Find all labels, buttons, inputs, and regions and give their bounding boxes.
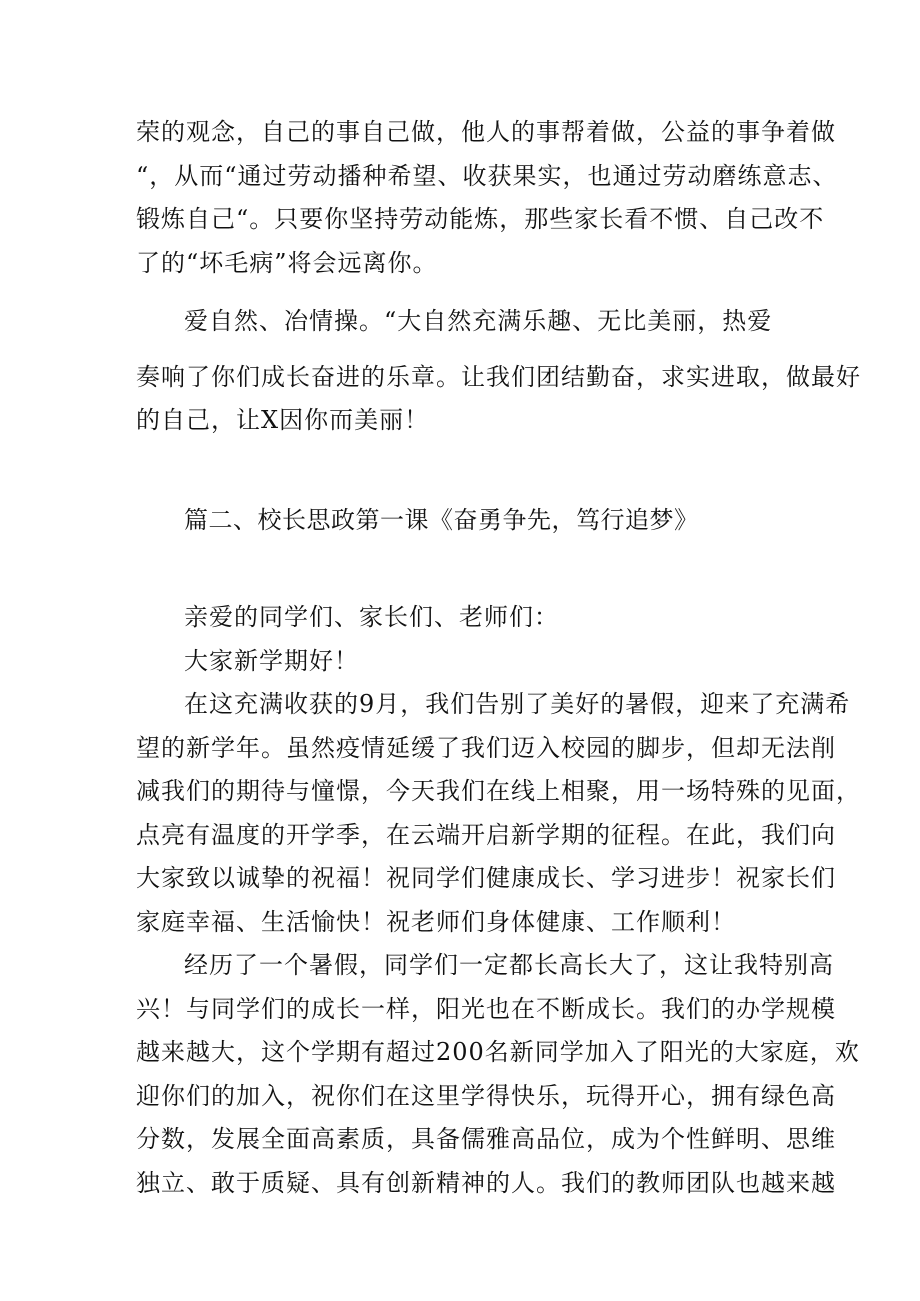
paragraph-line: 爱自然、冶情操。“大自然充满乐趣、无比美丽，热爱	[184, 307, 773, 335]
section-heading: 篇二、校长思政第一课《奋勇争先，笃行追梦》	[184, 506, 699, 534]
paragraph-line: 望的新学年。虽然疫情延缓了我们迈入校园的脚步，但却无法削	[136, 734, 836, 762]
paragraph-line: 奏响了你们成长奋进的乐章。让我们团结勤奋，求实进取，做最好	[136, 363, 861, 391]
salutation: 亲爱的同学们、家长们、老师们：	[184, 603, 559, 631]
paragraph-line: 兴！与同学们的成长一样，阳光也在不断成长。我们的办学规模	[136, 995, 836, 1023]
paragraph-line: 迎你们的加入，祝你们在这里学得快乐，玩得开心，拥有绿色高	[136, 1082, 836, 1110]
paragraph-line: 经历了一个暑假，同学们一定都长高长大了，这让我特别高	[184, 951, 834, 979]
paragraph-line: 在这充满收获的9月，我们告别了美好的暑假，迎来了充满希	[184, 690, 851, 718]
paragraph-line: 锻炼自己“。只要你坚持劳动能炼，那些家长看不惯、自己改不	[136, 205, 825, 233]
paragraph-line: 独立、敢于质疑、具有创新精神的人。我们的教师团队也越来越	[136, 1169, 836, 1197]
paragraph-line: 荣的观念，自己的事自己做，他人的事帮着做，公益的事争着做	[136, 118, 836, 146]
paragraph-line: 家庭幸福、生活愉快！祝老师们身体健康、工作顺利！	[136, 908, 736, 936]
paragraph-line: 分数，发展全面高素质，具备儒雅高品位，成为个性鲜明、思维	[136, 1125, 836, 1153]
paragraph-line: 的自己，让X因你而美丽！	[136, 406, 430, 434]
paragraph-line: 大家致以诚挚的祝福！祝同学们健康成长、学习进步！祝家长们	[136, 864, 836, 892]
paragraph-line: 点亮有温度的开学季，在云端开启新学期的征程。在此，我们向	[136, 821, 836, 849]
paragraph-line: 减我们的期待与憧憬，今天我们在线上相聚，用一场特殊的见面，	[136, 777, 861, 805]
paragraph-line: “，从而“通过劳动播种希望、收获果实，也通过劳动磨练意志、	[136, 162, 838, 190]
paragraph-line: 了的“坏毛病”将会远离你。	[136, 249, 438, 277]
paragraph-line: 越来越大，这个学期有超过200名新同学加入了阳光的大家庭，欢	[136, 1038, 860, 1066]
greeting: 大家新学期好！	[184, 647, 359, 675]
